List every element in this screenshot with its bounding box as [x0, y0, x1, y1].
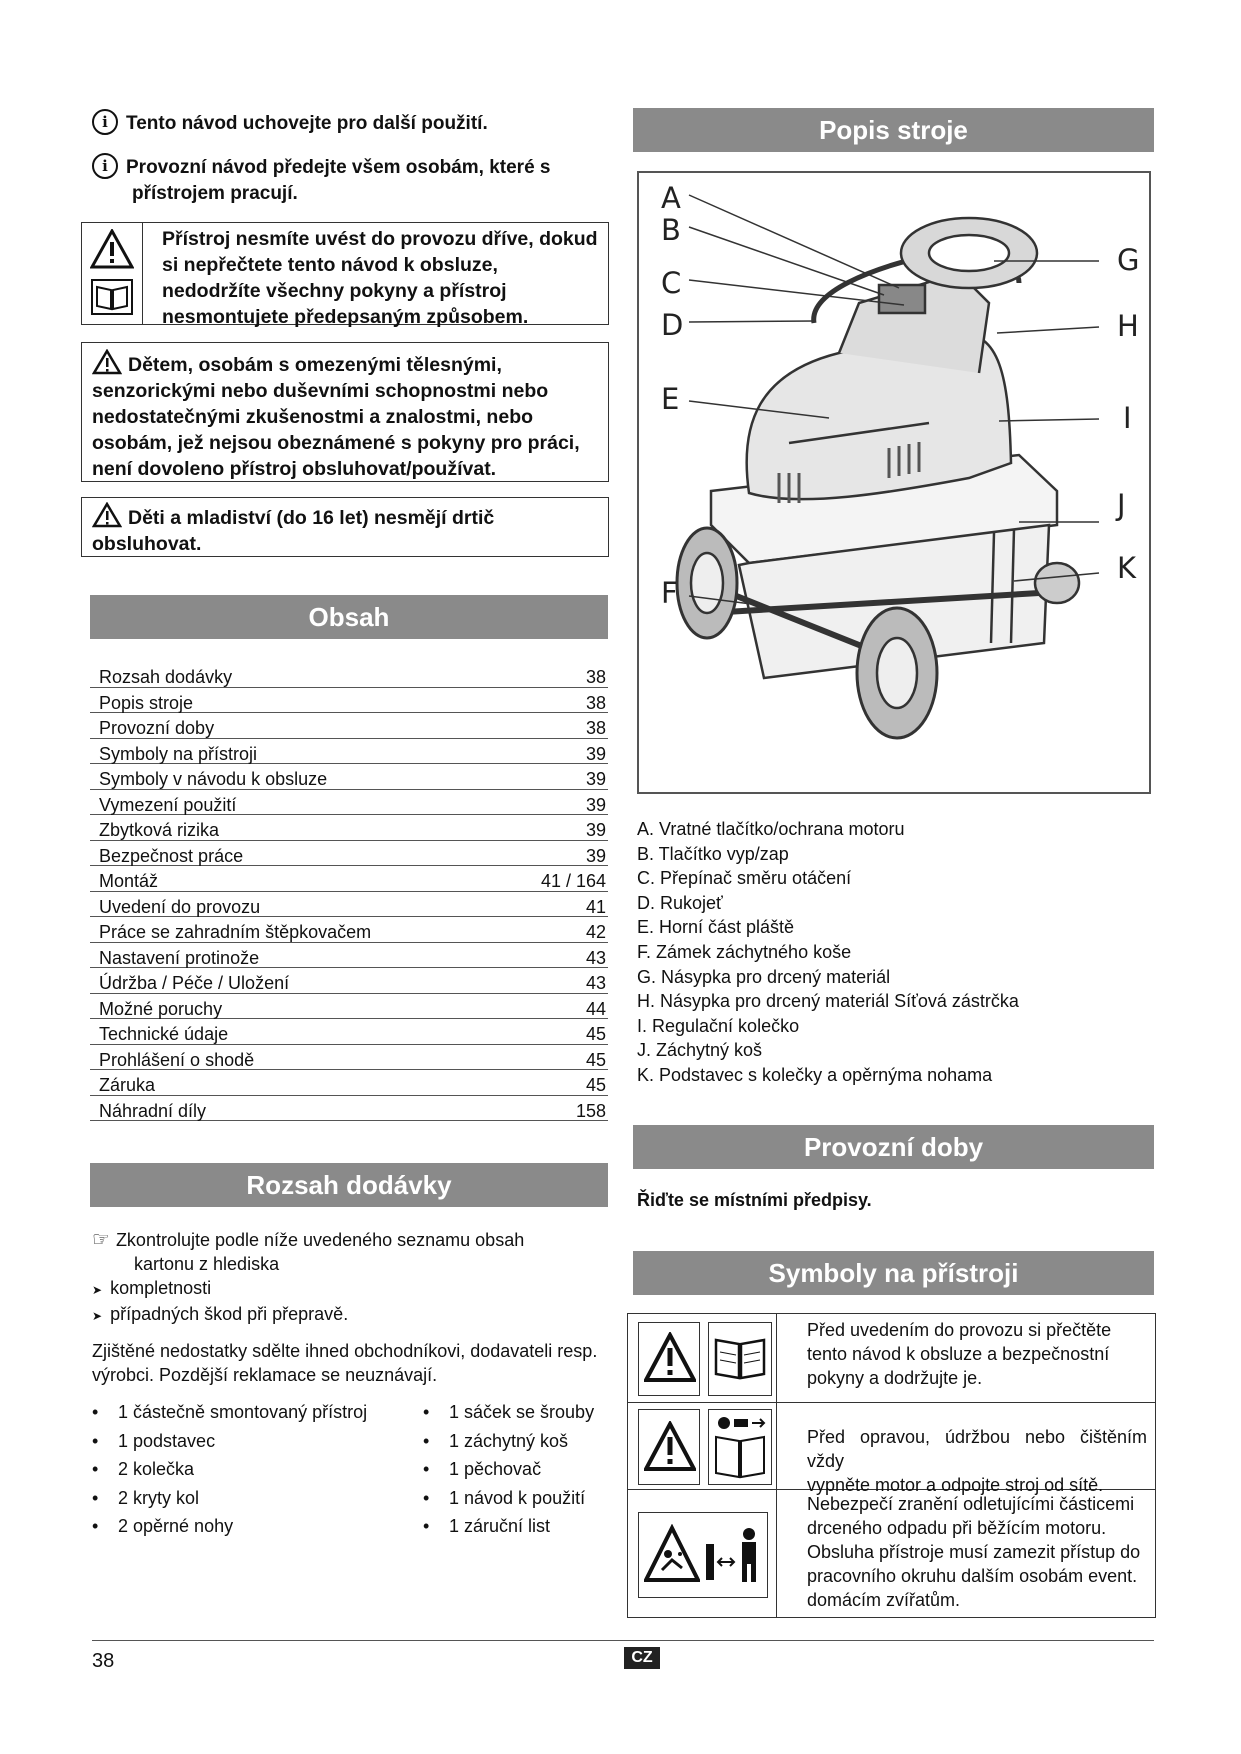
delivery-items-right [423, 1398, 623, 1541]
flying-debris-icon [644, 1524, 700, 1586]
read-manual-icon [91, 279, 133, 315]
pointing-hand-icon: ☞ [92, 1229, 110, 1251]
country-badge: CZ [624, 1647, 660, 1669]
toc-row[interactable]: Rozsah dodávky 38 [90, 662, 608, 688]
warning-triangle-icon [92, 502, 122, 528]
toc-row[interactable]: Záruka 45 [90, 1070, 608, 1096]
warning-restricted-persons-box: Dětem, osobám s omezenými tělesnými, senzorickými nebo duševními schopnostmi nebo nedostatečnými zkušenostmi a znalostmi, nebo osobám, jež nejsou obeznámené s pokyny pro práci, není dovoleno přístroj obsluhovat/používat. [81, 342, 609, 482]
toc-row[interactable]: Práce se zahradním štěpkovačem 42 [90, 917, 608, 943]
operating-times-text: Řiďte se místními předpisy. [637, 1190, 872, 1210]
symbol-row-unplug: Před opravou, údržbou nebo čištěním vždy vypněte motor a odpojte stroj od sítě. [628, 1403, 1155, 1490]
warning-triangle-icon [90, 229, 134, 269]
note-keep: i Tento návod uchovejte pro další použití. [92, 111, 488, 137]
delivery-check-text: ☞ Zkontrolujte podle níže uvedeného seznamu obsah kartonu z hlediska ➤ kompletnosti ➤ případných škod při přepravě. [92, 1229, 525, 1324]
warning-triangle-icon [644, 1332, 696, 1384]
figure-label-k: K [1117, 551, 1137, 585]
list-item: • 1 podstavec [92, 1427, 392, 1456]
figure-label-h: H [1117, 309, 1139, 343]
warning-read-manual-box: Přístroj nesmíte uvést do provozu dříve, dokud si nepřečtete tento návod k obsluze, nedodržíte všechny pokyny a přístroj nesmontujete předepsaným způsobem. [81, 222, 609, 325]
figure-label-j: J [1117, 488, 1126, 522]
figure-label-f: F [661, 576, 678, 610]
section-header-symbols: Symboly na přístroji [633, 1251, 1154, 1295]
list-item: • 1 návod k použití [423, 1484, 623, 1513]
toc-row[interactable]: Symboly v návodu k obsluze 39 [90, 764, 608, 790]
legend-item: H. Násypka pro drcený materiál Síťová zástrčka [637, 991, 1019, 1012]
list-item: • 2 kolečka [92, 1455, 392, 1484]
toc-row[interactable]: Popis stroje 38 [90, 688, 608, 714]
list-item: • 1 záruční list [423, 1512, 623, 1541]
toc-row[interactable]: Údržba / Péče / Uložení 43 [90, 968, 608, 994]
machine-figure [637, 171, 1151, 794]
read-manual-icon [712, 1332, 768, 1384]
note-pass-on: i Provozní návod předejte všem osobám, které s přístrojem pracují. [92, 155, 602, 207]
toc-row[interactable]: Vymezení použití 39 [90, 790, 608, 816]
list-item: • 1 částečně smontovaný přístroj [92, 1398, 392, 1427]
figure-label-c: C [661, 266, 682, 300]
toc-row[interactable]: Technické údaje 45 [90, 1019, 608, 1045]
toc-row[interactable]: Prohlášení o shodě 45 [90, 1045, 608, 1071]
info-icon: i [92, 153, 118, 179]
delivery-notice: Zjištěné nedostatky sdělte ihned obchodníkovi, dodavateli resp. výrobci. Pozdější reklamace se neuznávají. [92, 1341, 598, 1385]
warning-children-box: Děti a mladiství (do 16 let) nesmějí drtič obsluhovat. [81, 497, 609, 557]
warning-triangle-icon [92, 349, 122, 375]
unplug-manual-icon [712, 1413, 768, 1481]
figure-label-d: D [661, 308, 684, 342]
symbol-row-read-manual: Před uvedením do provozu si přečtěte tento návod k obsluze a bezpečnostní pokyny a dodržujte je. [628, 1314, 1155, 1403]
toc-row[interactable]: Symboly na přístroji 39 [90, 739, 608, 765]
legend-item: B. Tlačítko vyp/zap [637, 843, 789, 864]
warning-triangle-icon [644, 1421, 696, 1473]
list-item: • 1 záchytný koš [423, 1427, 623, 1456]
toc-row[interactable]: Montáž 41 / 164 [90, 866, 608, 892]
arrow-bullet-icon: ➤ [92, 1309, 103, 1323]
delivery-items-left [92, 1398, 392, 1541]
list-item: • 2 opěrné nohy [92, 1512, 392, 1541]
section-header-contents: Obsah [90, 595, 608, 639]
keep-distance-icon [704, 1524, 766, 1586]
legend-item: G. Násypka pro drcený materiál [637, 966, 891, 987]
legend-item: A. Vratné tlačítko/ochrana motoru [637, 819, 905, 839]
section-header-operating-times: Provozní doby [633, 1125, 1154, 1169]
legend-item: C. Přepínač směru otáčení [637, 868, 852, 889]
toc-row[interactable]: Nastavení protinože 43 [90, 943, 608, 969]
toc-row[interactable]: Bezpečnost práce 39 [90, 841, 608, 867]
list-item: • 2 kryty kol [92, 1484, 392, 1513]
toc-row[interactable]: Možné poruchy 44 [90, 994, 608, 1020]
toc-row[interactable]: Provozní doby 38 [90, 713, 608, 739]
figure-label-a: A [661, 181, 681, 215]
toc-row[interactable]: Uvedení do provozu 41 [90, 892, 608, 918]
symbols-table [627, 1313, 1156, 1618]
legend-item: J. Záchytný koš [637, 1040, 763, 1061]
chipper-drawing [639, 173, 1149, 792]
figure-label-g: G [1117, 243, 1140, 277]
legend-item: I. Regulační kolečko [637, 1015, 800, 1036]
arrow-bullet-icon: ➤ [92, 1283, 103, 1297]
info-icon: i [92, 109, 118, 135]
legend-item: E. Horní část pláště [637, 917, 795, 938]
legend-item: D. Rukojeť [637, 892, 723, 913]
list-item: • 1 pěchovač [423, 1455, 623, 1484]
toc-row[interactable]: Zbytková rizika 39 [90, 815, 608, 841]
section-header-machine: Popis stroje [633, 108, 1154, 152]
toc-row[interactable]: Náhradní díly 158 [90, 1096, 608, 1122]
list-item: • 1 sáček se šrouby [423, 1398, 623, 1427]
machine-legend [637, 817, 1157, 1088]
legend-item: F. Zámek záchytného koše [637, 941, 852, 962]
page-number: 38 [92, 1650, 115, 1672]
legend-item: K. Podstavec s kolečky a opěrnýma nohama [637, 1064, 993, 1085]
figure-label-e: E [661, 382, 680, 416]
figure-label-i: I [1123, 401, 1132, 435]
figure-label-b: B [661, 213, 681, 247]
symbol-row-flying-debris: Nebezpečí zranění odletujícími částicemi drceného odpadu při běžícím motoru. Obsluha přístroje musí zamezit přístup do pracovního okruhu dalším osobám event. domácím zvířatům. [628, 1490, 1155, 1619]
footer-rule [92, 1640, 1154, 1641]
section-header-delivery: Rozsah dodávky [90, 1163, 608, 1207]
table-of-contents [90, 662, 608, 1121]
